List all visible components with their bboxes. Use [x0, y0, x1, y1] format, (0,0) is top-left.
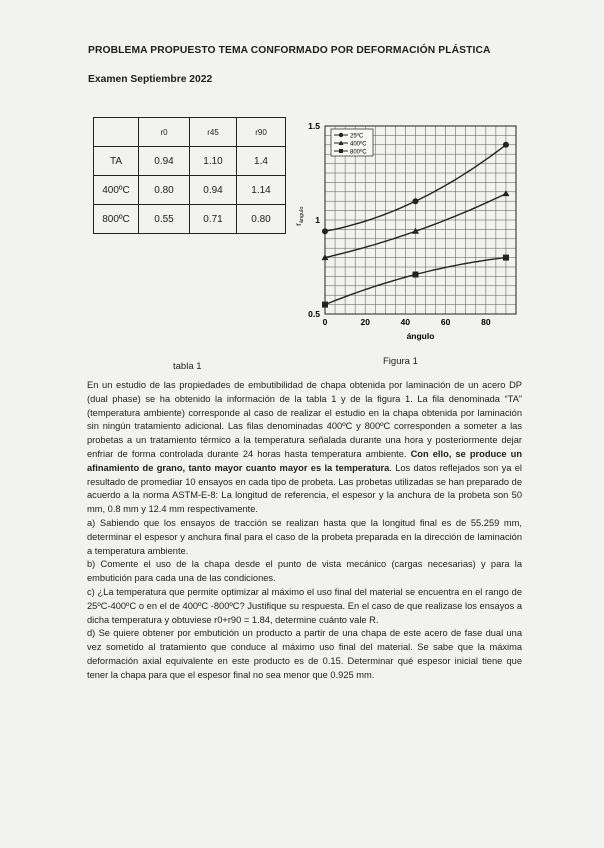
legend-marker	[339, 149, 343, 153]
question-b: b) Comente el uso de la chapa desde el punto de vista mecánico (cargas necesarias) y para la embutición para cada una de las condiciones.	[87, 559, 522, 584]
intro-paragraph	[87, 379, 522, 517]
r-vs-angle-chart	[286, 112, 526, 352]
data-point-square	[322, 302, 328, 308]
table-cell: 1.4	[237, 147, 286, 176]
table-cell: TA	[94, 147, 139, 176]
y-axis-label-sub: ángulo	[299, 206, 305, 224]
y-axis-label	[293, 207, 305, 226]
x-tick-label: 60	[440, 317, 451, 327]
intro-text: En un estudio de las propiedades de embutibilidad de chapa obtenida por laminación de un acero DP (dual phase) se ha obtenido la información de la tabla 1 y de la figura 1. La fila denominada “TA” (temperatura ambiente) corresponde al caso de realizar el estudio en la chapa obtenida por laminación sin ningún tratamiento adicional. Las filas denominadas 400ºC y 800ºC corresponden a someter a las probetas a un tratamiento térmico a la temperatura señalada durante una hora y posteriormente dejar enfriar de forma controlada durante 24 horas hasta temperatura ambiente.	[87, 380, 522, 459]
table-cell: 0.80	[237, 205, 286, 234]
intro-bold-text: Con ello, se produce un afinamiento de grano, tanto mayor cuanto mayor es la temperatura	[87, 448, 522, 473]
table-cell: 0.94	[139, 147, 190, 176]
table-cell: 1.14	[237, 176, 286, 205]
question-d: d) Se quiere obtener por embutición un producto a partir de una chapa de este acero de fase dual una vez sometido al tratamiento que conduce al máximo uso final del material. Se sabe que la máxima deformación axial equivalente en este producto es de 0.15. Determinar qué espesor inicial tiene que tener la chapa para que el espesor final no sea menor que 0.925 mm.	[87, 628, 522, 680]
data-point-circle	[503, 142, 509, 148]
data-point-triangle	[502, 190, 509, 196]
chart-legend	[331, 129, 373, 156]
table-row	[94, 176, 286, 205]
data-point-square	[412, 272, 418, 278]
table-cell: 0.71	[190, 205, 237, 234]
table-cell: 0.80	[139, 176, 190, 205]
data-point-square	[503, 255, 509, 261]
x-tick-label: 0	[322, 317, 328, 327]
table-header-cell: r90	[237, 118, 286, 147]
data-point-circle	[322, 228, 328, 234]
y-tick-label: 1.5	[308, 121, 320, 131]
table-cell: 400ºC	[94, 176, 139, 205]
legend-label: 400ºC	[350, 141, 367, 148]
intro-text-end: . Los datos reflejados son ya el resultado de promediar 10 ensayos en cada tipo de probeta. Las probetas utilizadas se han preparado de acuerdo a la norma ASTM-E-8: La longitud de referencia, el espesor y la anchura de la probeta son 50 mm, 0.8 mm y 12.4 mm respectivamente.	[87, 462, 522, 515]
table-cell: 0.55	[139, 205, 190, 234]
table-cell: 1.10	[190, 147, 237, 176]
table-header-cell	[94, 118, 139, 147]
table-cell: 0.94	[190, 176, 237, 205]
properties-table	[93, 117, 286, 234]
y-tick-label: 1	[315, 215, 320, 225]
problem-statement	[87, 379, 522, 683]
x-tick-label: 40	[400, 317, 411, 327]
exam-subtitle: Examen Septiembre 2022	[88, 74, 213, 85]
y-axis-label-main: r	[293, 223, 303, 226]
y-tick-label: 0.5	[308, 309, 320, 319]
table-header-row	[94, 118, 286, 147]
table-row	[94, 205, 286, 234]
question-c: c) ¿La temperatura que permite optimizar al máximo el uso final del material se encuentra en el rango de 25ºC-400ºC o en el de 400ºC -800ºC? Justifique su respuesta. En el caso de que realizase los ensayos a dicha temperatura y obtuviese r0+r90 = 1.84, determine cuánto vale R.	[87, 586, 522, 625]
legend-label: 800ºC	[350, 149, 367, 156]
table-caption: tabla 1	[173, 361, 202, 372]
x-tick-label: 80	[481, 317, 491, 327]
page-title: PROBLEMA PROPUESTO TEMA CONFORMADO POR DEFORMACIÓN PLÁSTICA	[88, 45, 491, 56]
question-a: a) Sabiendo que los ensayos de tracción se realizan hasta que la longitud final es de 55.259 mm, determinar el espesor y anchura final para el caso de la probeta preparada en la dirección de laminación a temperatura ambiente.	[87, 517, 522, 556]
table-header-cell: r0	[139, 118, 190, 147]
table-header-cell: r45	[190, 118, 237, 147]
x-axis-label: ángulo	[406, 331, 435, 341]
figure-caption: Figura 1	[383, 356, 418, 367]
data-point-circle	[412, 198, 418, 204]
table-cell: 800ºC	[94, 205, 139, 234]
legend-marker	[339, 133, 343, 137]
legend-label: 25ºC	[350, 133, 364, 140]
table-row	[94, 147, 286, 176]
x-tick-label: 20	[360, 317, 370, 327]
